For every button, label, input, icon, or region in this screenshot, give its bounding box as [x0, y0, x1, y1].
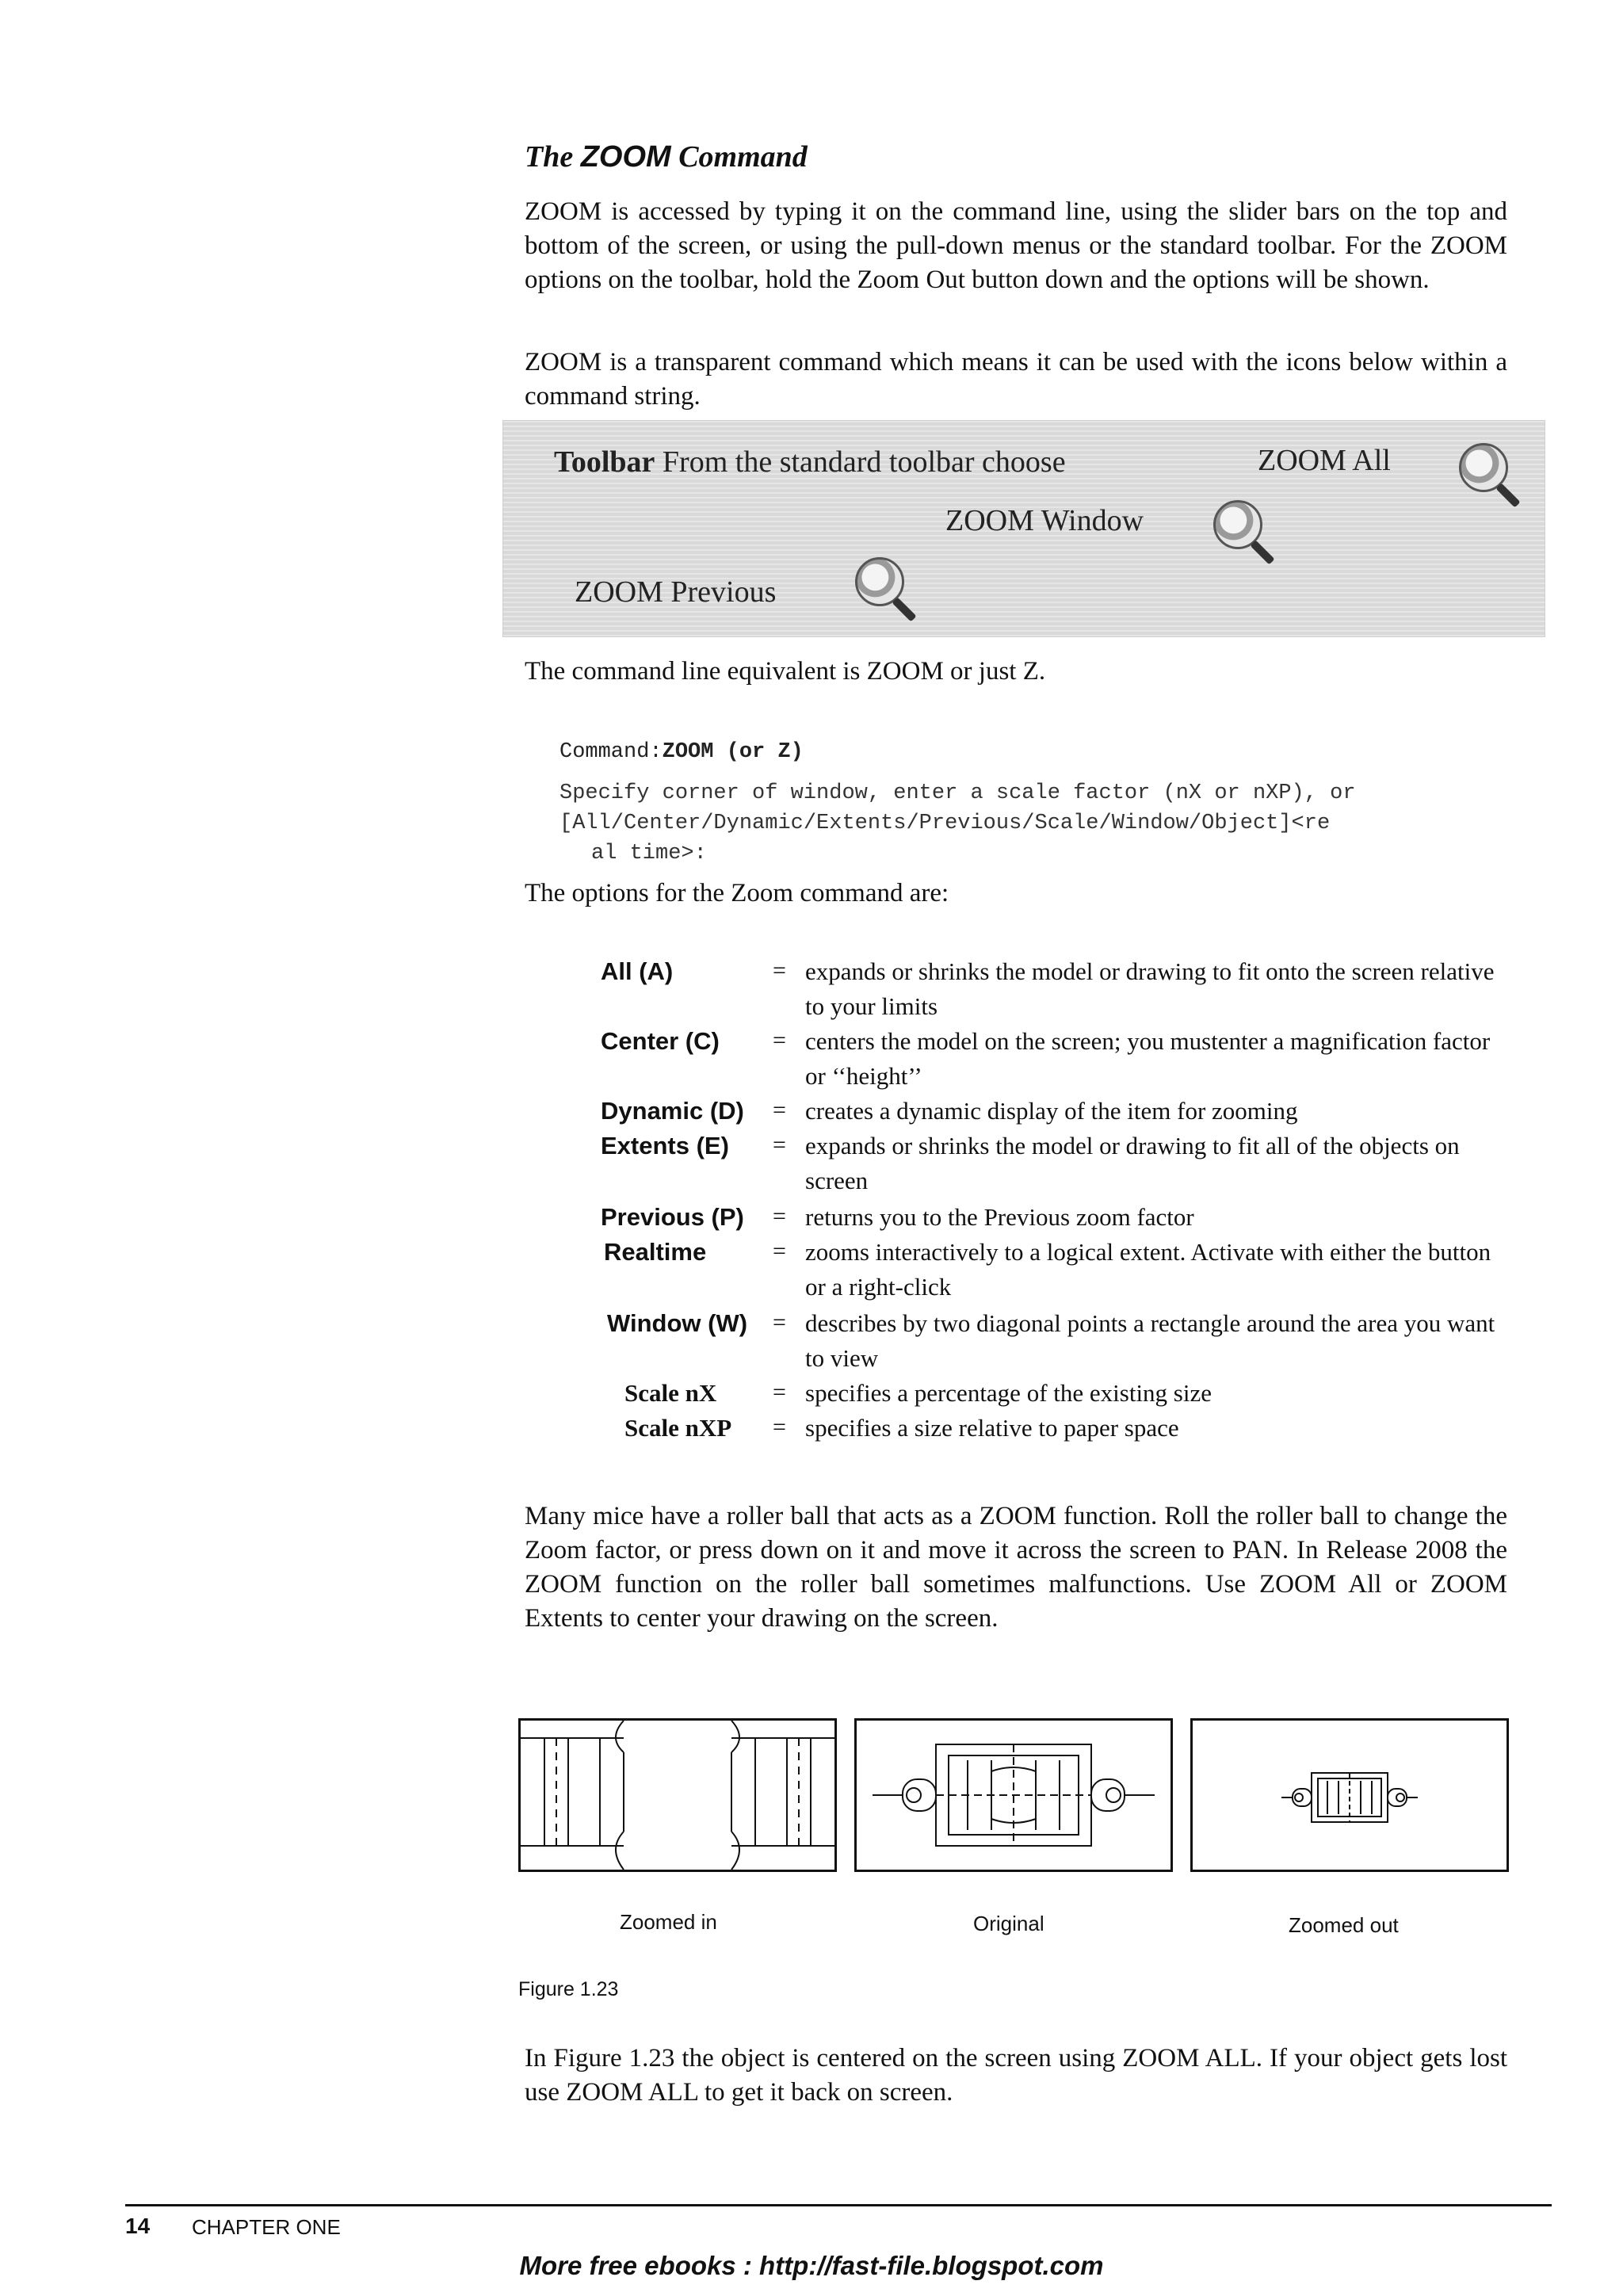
figure-label: Figure 1.23 [518, 1978, 619, 2000]
zoom-all-label: ZOOM All [1258, 444, 1391, 477]
toolbar-instruction: Toolbar From the standard toolbar choose [554, 445, 1066, 479]
option-desc-window: describes by two diagonal points a rectangle around the area you want to view [805, 1309, 1495, 1372]
intro-paragraph: ZOOM is accessed by typing it on the command line, using the slider bars on the top and bottom of the screen, or using the pull-down menus or the standard toolbar. For the ZOOM options on the toolbar, hold the Zoom Out button down and the options will be shown. [525, 197, 1507, 294]
option-desc-all: expands or shrinks the model or drawing to fit onto the screen relative to your limits [805, 957, 1495, 1020]
figure-zoomed-out-panel [1190, 1718, 1509, 1872]
caption-original: Original [973, 1912, 1044, 1935]
zoomed-out-drawing [1193, 1721, 1507, 1870]
option-desc-scale-nx: specifies a percentage of the existing size [805, 1379, 1212, 1407]
option-eq-all: = [773, 957, 786, 984]
option-desc-realtime: zooms interactively to a logical extent. Activate with either the button or a right-click [805, 1238, 1491, 1301]
equivalent-paragraph: The command line equivalent is ZOOM or just Z. [525, 657, 1046, 686]
zoom-window-label: ZOOM Window [945, 504, 1144, 537]
closing-paragraph: In Figure 1.23 the object is centered on the screen using ZOOM ALL. If your object gets lost use ZOOM ALL to get it back on screen. [525, 2044, 1507, 2107]
zoom-window-icon[interactable] [1213, 500, 1262, 549]
command-prompt-line-2: [All/Center/Dynamic/Extents/Previous/Scale/Window/Object]<re [559, 812, 1331, 835]
section-title: The ZOOM Command [525, 140, 808, 174]
option-desc-scale-nxp: specifies a size relative to paper space [805, 1414, 1179, 1442]
option-eq-extents: = [773, 1132, 786, 1158]
option-desc-dynamic: creates a dynamic display of the item for zooming [805, 1097, 1298, 1125]
option-eq-scale-nxp: = [773, 1414, 786, 1440]
transparent-paragraph: ZOOM is a transparent command which means it can be used with the icons below within a command string. [525, 348, 1507, 411]
command-line: Command:ZOOM (or Z) [559, 740, 804, 764]
option-name-scale-nx: Scale nX [624, 1379, 717, 1407]
option-name-previous: Previous (P) [601, 1203, 744, 1231]
footer-rule [125, 2204, 1552, 2206]
command-prompt-line-3: al time>: [591, 842, 707, 865]
toolbar-panel [502, 420, 1545, 637]
mice-paragraph: Many mice have a roller ball that acts as a ZOOM function. Roll the roller ball to change the Zoom factor, or press down on it and move it across the screen to PAN. In Release 2008 the ZOOM function on the roller ball sometimes malfunctions. Use ZOOM All or ZOOM Extents to center your drawing on the screen. [525, 1502, 1507, 1633]
option-desc-extents: expands or shrinks the model or drawing to fit all of the objects on screen [805, 1132, 1460, 1194]
option-name-window: Window (W) [607, 1309, 748, 1337]
chapter-label: CHAPTER ONE [192, 2215, 341, 2239]
option-name-realtime: Realtime [604, 1238, 707, 1266]
promo-link[interactable]: More free ebooks : http://fast-file.blogspot.com [519, 2251, 1104, 2280]
caption-zoomed-in: Zoomed in [620, 1910, 717, 1934]
option-eq-dynamic: = [773, 1097, 786, 1123]
command-prompt-line-1: Specify corner of window, enter a scale factor (nX or nXP), or [559, 781, 1356, 805]
zoom-previous-icon[interactable] [855, 557, 904, 606]
page-number: 14 [125, 2214, 151, 2238]
original-drawing [857, 1721, 1170, 1870]
zoomed-in-drawing [521, 1721, 834, 1870]
caption-zoomed-out: Zoomed out [1289, 1913, 1399, 1937]
figure-zoomed-in-panel [518, 1718, 837, 1872]
option-eq-center: = [773, 1027, 786, 1053]
figure-original-panel [854, 1718, 1173, 1872]
option-desc-center: centers the model on the screen; you mustenter a magnification factor or ‘‘height’’ [805, 1027, 1491, 1090]
option-eq-previous: = [773, 1203, 786, 1229]
option-eq-realtime: = [773, 1238, 786, 1264]
option-desc-previous: returns you to the Previous zoom factor [805, 1203, 1194, 1231]
option-eq-scale-nx: = [773, 1379, 786, 1405]
option-name-all: All (A) [601, 957, 674, 985]
option-name-scale-nxp: Scale nXP [624, 1414, 732, 1442]
options-intro: The options for the Zoom command are: [525, 879, 949, 907]
option-name-center: Center (C) [601, 1027, 720, 1055]
option-name-extents: Extents (E) [601, 1132, 729, 1159]
option-eq-window: = [773, 1309, 786, 1335]
option-name-dynamic: Dynamic (D) [601, 1097, 744, 1125]
zoom-previous-label: ZOOM Previous [575, 575, 777, 609]
title-zoom-word: ZOOM [580, 140, 671, 174]
zoom-all-icon[interactable] [1459, 443, 1508, 492]
